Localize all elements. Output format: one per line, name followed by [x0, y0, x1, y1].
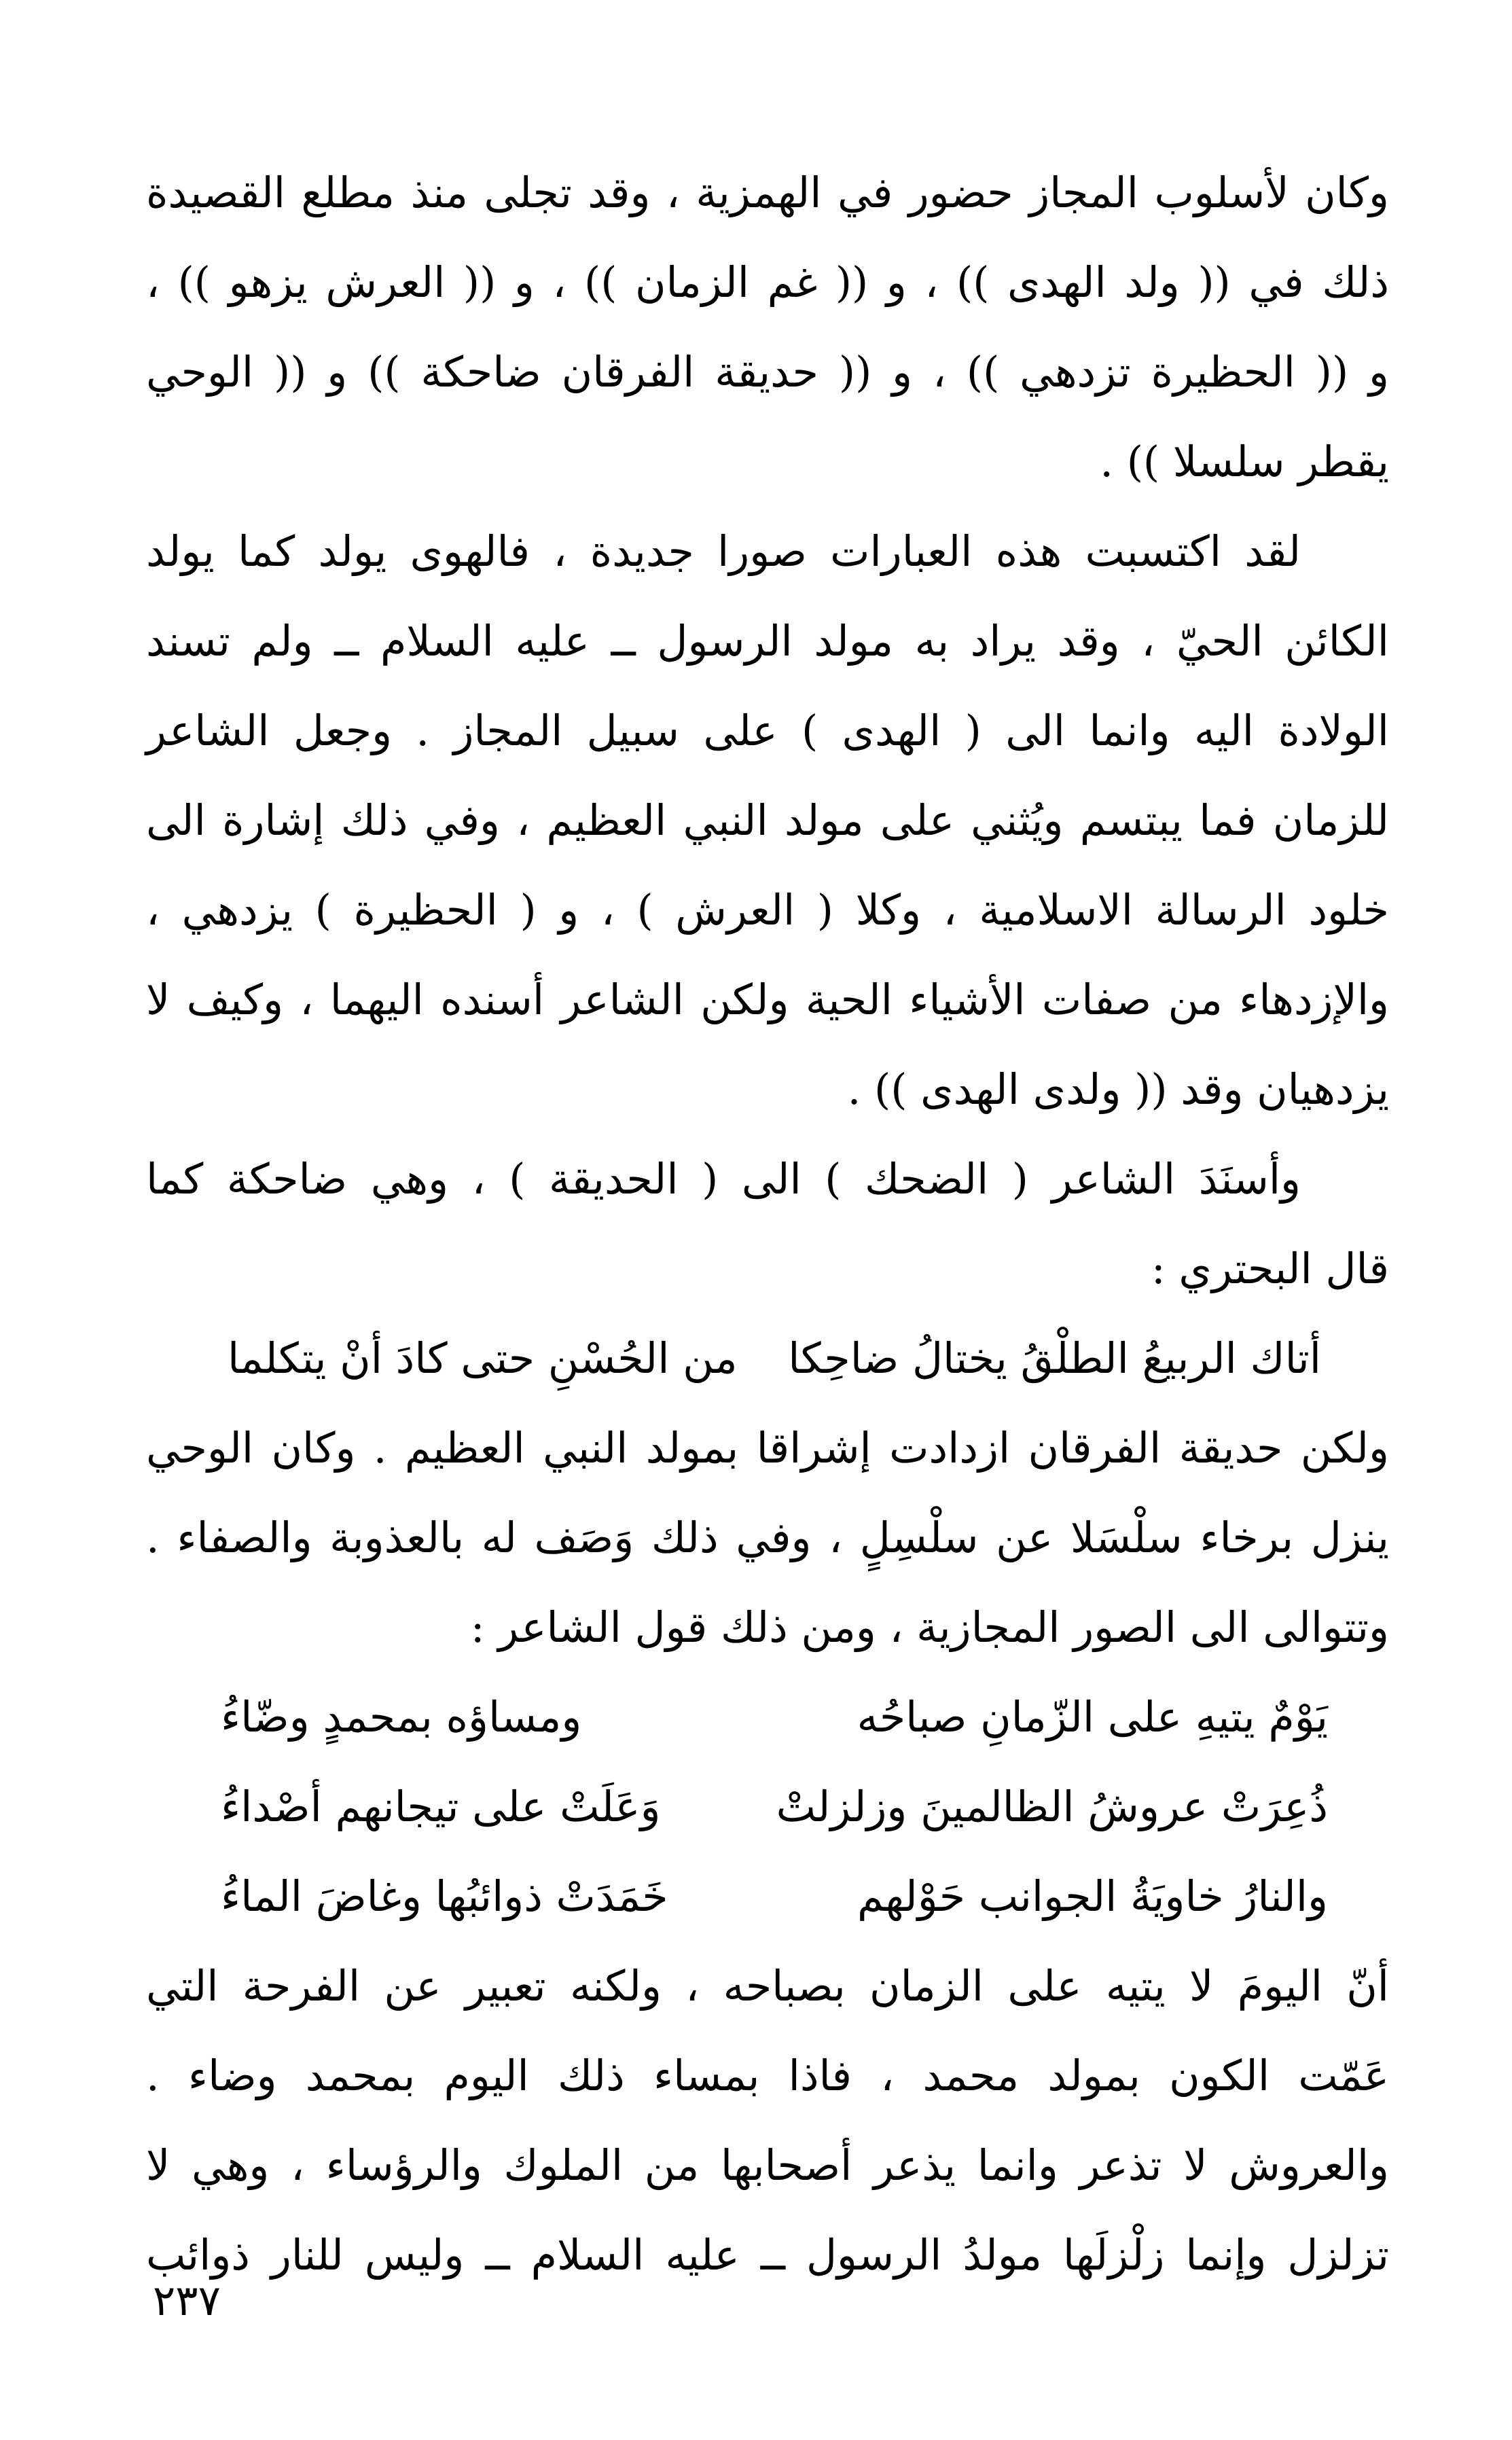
- verse-line: [146, 1762, 1389, 1852]
- verse-first-hemistich: ذُعِرَتْ عروشُ الظالمينَ وزلزلتْ: [776, 1782, 1328, 1831]
- paragraph-3: [146, 1134, 1389, 1224]
- paragraph-2: [146, 507, 1389, 596]
- verse-line: [146, 1314, 1389, 1403]
- verse-second-hemistich: ومساؤه بمحمدٍ وضّاءُ: [221, 1692, 582, 1742]
- page-number: ٢٣٧: [153, 2276, 221, 2325]
- text-line: الكائن الحيّ ، وقد يراد به مولد الرسول ــ عليه السلام ــ ولم تسند: [146, 616, 1389, 666]
- text-line: ولكن حديقة الفرقان ازدادت إشراقا بمولد النبي العظيم . وكان الوحي: [146, 1423, 1389, 1473]
- text-line: ينزل برخاء سلْسَلا عن سلْسِلٍ ، وفي ذلك وَصَف له بالعذوبة والصفاء .: [146, 1513, 1389, 1562]
- verse-second-hemistich: خَمَدَتْ ذوائبُها وغاضَ الماءُ: [221, 1871, 668, 1921]
- text-line: الولادة اليه وانما الى ( الهدى ) على سبيل المجاز . وجعل الشاعر: [146, 706, 1389, 755]
- text-line: وتتوالى الى الصور المجازية ، ومن ذلك قول الشاعر :: [470, 1602, 1389, 1652]
- paragraph-5: [146, 1941, 1389, 2300]
- verse-first-hemistich: يَوْمٌ يتيهِ على الزّمانِ صباحُه: [857, 1692, 1328, 1742]
- verse-line: [146, 1672, 1389, 1762]
- verse-second-hemistich: وَعَلَتْ على تيجانهم أصْداءُ: [221, 1782, 661, 1831]
- quoted-verse: [146, 1314, 1389, 1403]
- text-line: للزمان فما يبتسم ويُثني على مولد النبي العظيم ، وفي ذلك إشارة الى: [146, 795, 1389, 845]
- text-line: تزلزل وإنما زلْزلَها مولدُ الرسول ــ عليه السلام ــ وليس للنار ذوائب: [146, 2230, 1389, 2280]
- paragraph-3-cont: [146, 1224, 1389, 1314]
- text-line: يزدهيان وقد (( ولدى الهدى )) .: [847, 1064, 1389, 1114]
- poem: [146, 1672, 1389, 1941]
- paragraph-2-cont: [146, 596, 1389, 1134]
- text-line: و (( الحظيرة تزدهي )) ، و (( حديقة الفرقان ضاحكة )) و (( الوحي: [146, 347, 1389, 397]
- body-text: [146, 148, 1389, 2300]
- verse-first-hemistich: أتاك الربيعُ الطلْقُ يختالُ ضاحِكا: [788, 1333, 1321, 1383]
- text-line: قال البحتري :: [1151, 1244, 1389, 1293]
- verse-second-hemistich: من الحُسْنِ حتى كادَ أنْ يتكلما: [228, 1333, 738, 1383]
- text-line: خلود الرسالة الاسلامية ، وكلا ( العرش ) ، و ( الحظيرة ) يزدهي ،: [146, 885, 1389, 935]
- text-line: يقطر سلسلا )) .: [1100, 437, 1389, 486]
- paragraph-4: [146, 1403, 1389, 1672]
- verse-first-hemistich: والنارُ خاويَةُ الجوانب حَوْلهم: [857, 1871, 1328, 1921]
- paragraph-1: [146, 148, 1389, 507]
- text-line: عَمّت الكون بمولد محمد ، فاذا بمساء ذلك اليوم بمحمد وضاء .: [146, 2051, 1389, 2100]
- text-line: والإزدهاء من صفات الأشياء الحية ولكن الشاعر أسنده اليهما ، وكيف لا: [146, 975, 1389, 1024]
- text-line: ذلك في (( ولد الهدى )) ، و (( غم الزمان )) ، و (( العرش يزهو )) ،: [146, 257, 1389, 307]
- text-line: وكان لأسلوب المجاز حضور في الهمزية ، وقد تجلى منذ مطلع القصيدة: [146, 168, 1389, 217]
- text-line: لقد اكتسبت هذه العبارات صورا جديدة ، فالهوى يولد كما يولد: [146, 526, 1301, 576]
- text-line: وأسنَدَ الشاعر ( الضحك ) الى ( الحديقة ) ، وهي ضاحكة كما: [146, 1154, 1301, 1204]
- text-line: أنّ اليومَ لا يتيه على الزمان بصباحه ، ولكنه تعبير عن الفرحة التي: [146, 1961, 1389, 2011]
- text-line: والعروش لا تذعر وانما يذعر أصحابها من الملوك والرؤساء ، وهي لا: [146, 2140, 1389, 2190]
- verse-line: [146, 1852, 1389, 1941]
